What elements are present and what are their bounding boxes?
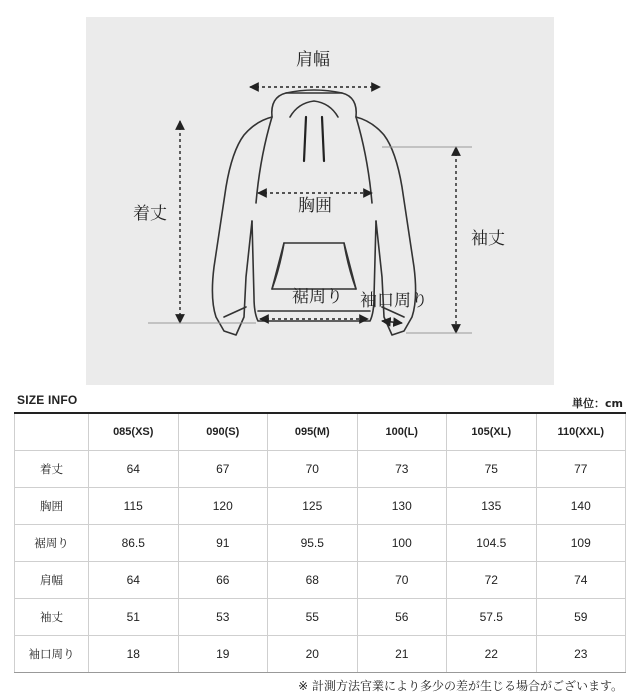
- table-cell: 19: [178, 636, 268, 673]
- column-header: 095(M): [268, 413, 358, 451]
- table-cell: 100: [357, 525, 447, 562]
- row-header: 袖丈: [15, 599, 89, 636]
- row-header: 袖口周り: [15, 636, 89, 673]
- hoodie-measurement-diagram: [86, 17, 554, 385]
- table-row: [15, 636, 626, 673]
- label-sleeve-length: 袖丈: [471, 229, 505, 249]
- table-cell: 120: [178, 488, 268, 525]
- column-header: 100(L): [357, 413, 447, 451]
- table-cell: 66: [178, 562, 268, 599]
- table-row: [15, 562, 626, 599]
- table-cell: 86.5: [89, 525, 179, 562]
- row-header: 着丈: [15, 451, 89, 488]
- column-header: 085(XS): [89, 413, 179, 451]
- table-cell: 56: [357, 599, 447, 636]
- table-cell: 57.5: [447, 599, 537, 636]
- table-cell: 125: [268, 488, 358, 525]
- table-cell: 70: [357, 562, 447, 599]
- table-cell: 72: [447, 562, 537, 599]
- label-length: 着丈: [133, 204, 167, 224]
- table-row: [15, 488, 626, 525]
- table-cell: 53: [178, 599, 268, 636]
- table-cell: 64: [89, 451, 179, 488]
- row-header: 裾周り: [15, 525, 89, 562]
- unit-label: 単位：cm: [572, 397, 623, 410]
- table-cell: 109: [536, 525, 626, 562]
- size-info-title: SIZE INFO: [17, 393, 78, 407]
- table-cell: 51: [89, 599, 179, 636]
- table-cell: 64: [89, 562, 179, 599]
- row-header: 胸囲: [15, 488, 89, 525]
- table-cell: 20: [268, 636, 358, 673]
- table-row: [15, 451, 626, 488]
- label-cuff: 袖口周り: [360, 291, 428, 311]
- table-cell: 67: [178, 451, 268, 488]
- label-chest: 胸囲: [298, 196, 332, 216]
- table-cell: 74: [536, 562, 626, 599]
- measurement-note: ※ 計測方法官業により多少の差が生じる場合がございます。: [298, 679, 623, 693]
- table-cell: 77: [536, 451, 626, 488]
- table-cell: 104.5: [447, 525, 537, 562]
- table-header-row: [15, 413, 626, 451]
- table-cell: 59: [536, 599, 626, 636]
- table-cell: 91: [178, 525, 268, 562]
- table-cell: 68: [268, 562, 358, 599]
- table-cell: 135: [447, 488, 537, 525]
- table-cell: 95.5: [268, 525, 358, 562]
- table-cell: 55: [268, 599, 358, 636]
- column-header: 105(XL): [447, 413, 537, 451]
- size-table: [14, 412, 626, 673]
- table-cell: 75: [447, 451, 537, 488]
- table-cell: 70: [268, 451, 358, 488]
- table-cell: 18: [89, 636, 179, 673]
- table-cell: 140: [536, 488, 626, 525]
- table-row: [15, 599, 626, 636]
- column-header: [15, 413, 89, 451]
- column-header: 090(S): [178, 413, 268, 451]
- row-header: 肩幅: [15, 562, 89, 599]
- table-cell: 130: [357, 488, 447, 525]
- label-hem: 裾周り: [292, 287, 343, 307]
- column-header: 110(XXL): [536, 413, 626, 451]
- table-row: [15, 525, 626, 562]
- table-cell: 73: [357, 451, 447, 488]
- table-cell: 115: [89, 488, 179, 525]
- table-cell: 21: [357, 636, 447, 673]
- table-cell: 22: [447, 636, 537, 673]
- label-shoulder-width: 肩幅: [296, 50, 330, 70]
- table-cell: 23: [536, 636, 626, 673]
